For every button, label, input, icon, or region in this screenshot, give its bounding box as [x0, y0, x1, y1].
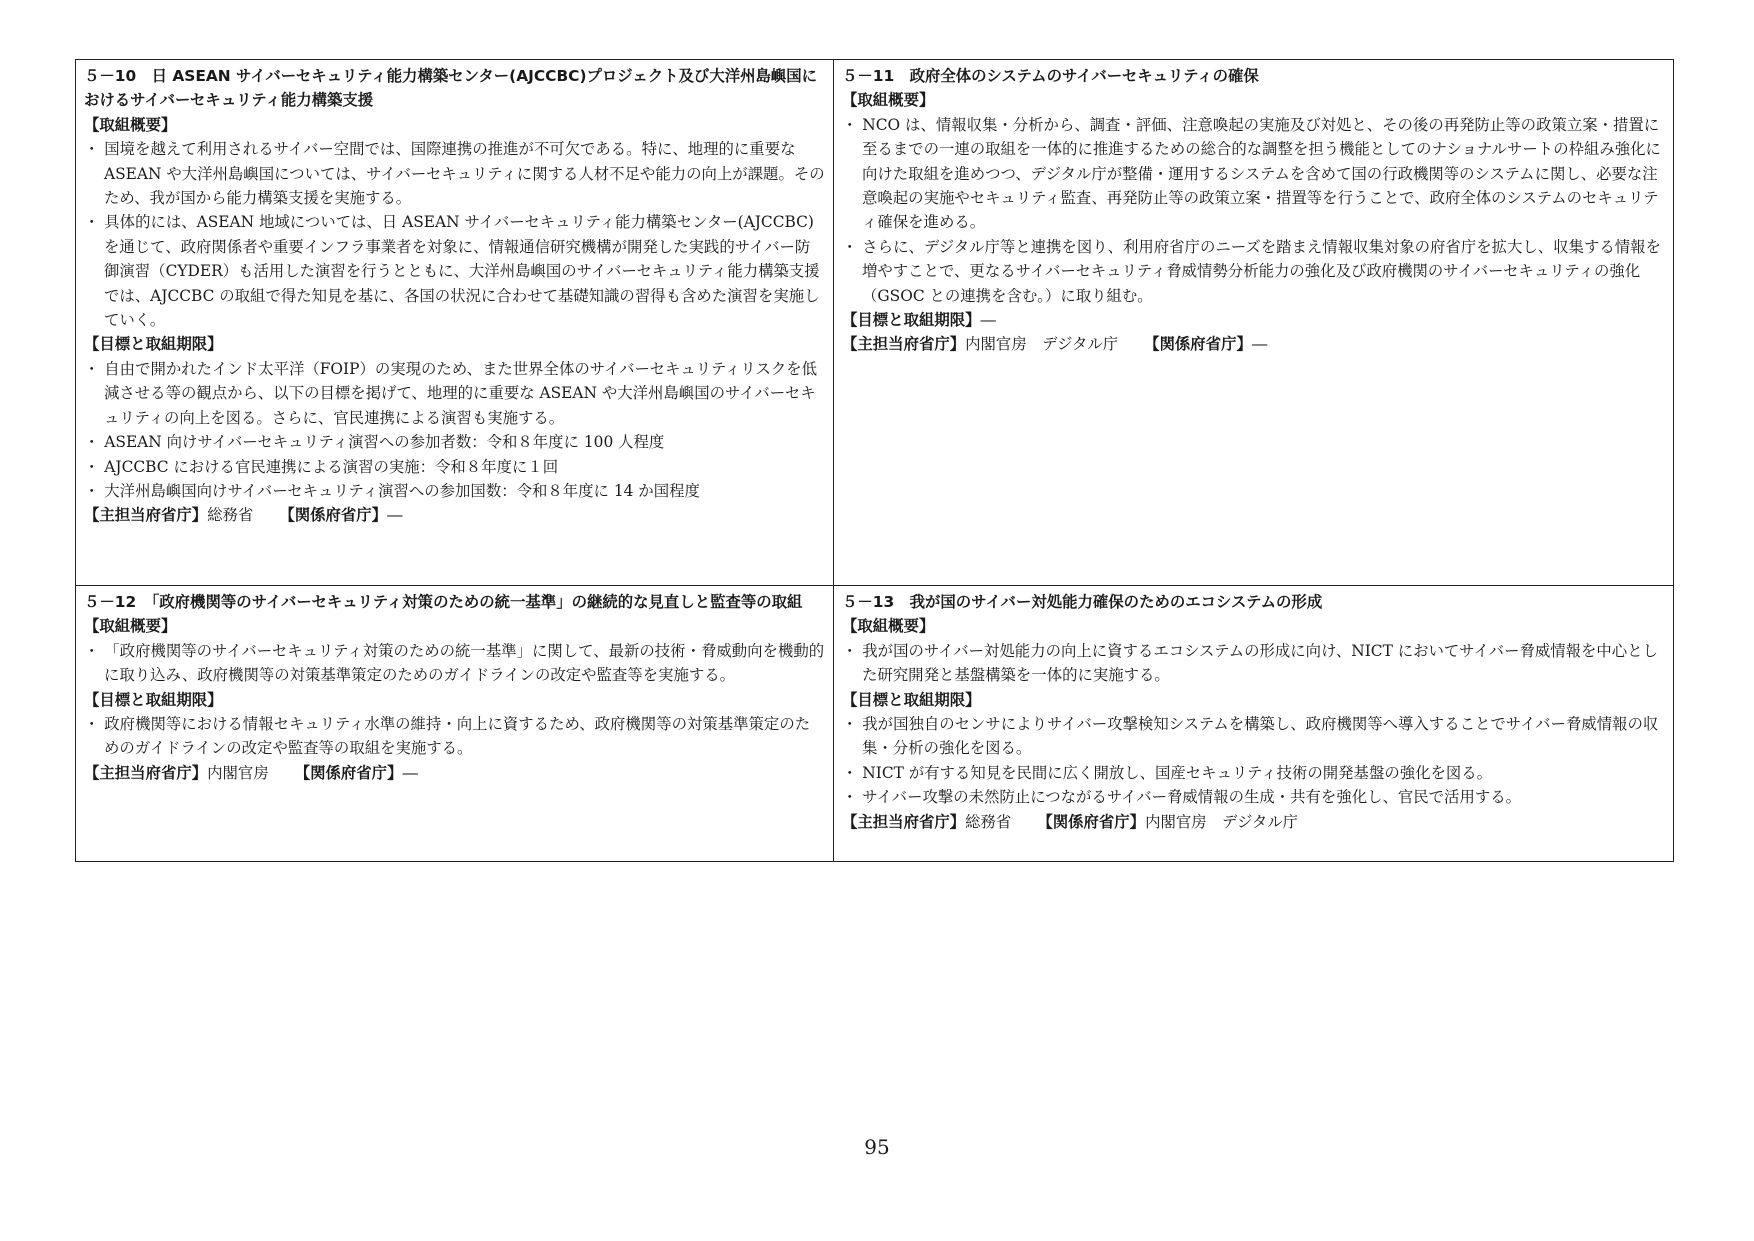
section-title: ５－10 日 ASEAN サイバーセキュリティ能力構築センター(AJCCBC)プロジェクト及び大洋州島嶼国におけるサイバーセキュリティ能力構築支援: [84, 67, 818, 110]
section-title: ５－12 「政府機関等のサイバーセキュリティ対策のための統一基準」の継続的な見直しと監査等の取組: [84, 593, 803, 611]
overview-heading: 【取組概要】: [84, 115, 177, 134]
section-5-10: [76, 60, 834, 586]
section-5-11: [834, 60, 1674, 586]
goals-heading: 【目標と取組期限】: [842, 311, 981, 330]
bullet-item: ・ 我が国のサイバー対処能力の向上に資するエコシステムの形成に向け、NICT においてサイバー脅威情報を中心とした研究開発と基盤構築を一体的に実施する。: [842, 641, 1658, 685]
lead-ministry: 内閣官房 デジタル庁: [965, 335, 1119, 354]
bullet-item: ・ NCO は、情報収集・分析から、調査・評価、注意喚起の実施及び対処と、その後の再発防止等の政策立案・措置に至るまでの一連の取組を一体的に推進するための総合的な調整を担う機能としてのナショナルサートの枠組み強化に向けた取組を進めつつ、デジタル庁が整備・運用するシステムを含めて国の行政機関等のシステムに関し、必要な注意喚起の実施やセキュリティ監査、再発防止等の政策立案・措置等を行うことで、政府全体のシステムのセキュリティ確保を進める。: [842, 115, 1661, 232]
bullet-item: ・ 国境を越えて利用されるサイバー空間では、国際連携の推進が不可欠である。特に、地理的に重要な ASEAN や大洋州島嶼国については、サイバーセキュリティに関する人材不足や能力の向上が課題。そのため、我が国から能力構築支援を実施する。: [84, 140, 825, 208]
section-5-13: [834, 586, 1674, 862]
page-number: 95: [864, 1135, 890, 1159]
bullet-item: ・ サイバー攻撃の未然防止につながるサイバー脅威情報の生成・共有を強化し、官民で活用する。: [842, 788, 1522, 807]
lead-ministry-label: 【主担当府省庁】: [842, 812, 966, 831]
ministries-line: [84, 761, 825, 785]
related-ministry-label: 【関係府省庁】: [1037, 812, 1146, 831]
lead-ministry: 総務省: [207, 506, 254, 525]
related-ministry: ―: [1251, 335, 1268, 354]
goals-line: [842, 308, 1665, 332]
ministries-line: [84, 503, 825, 527]
bullet-item: ・ AJCCBC における官民連携による演習の実施：令和８年度に１回: [84, 457, 559, 476]
bullet-item: ・ 自由で開かれたインド太平洋（FOIP）の実現のため、また世界全体のサイバーセキュリティリスクを低減させる等の観点から、以下の目標を掲げて、地理的に重要な ASEAN や大洋州島嶼国のサイバーセキュリティの向上を図る。さらに、官民連携による演習も実施する。: [84, 359, 818, 427]
related-ministry: 内閣官房 デジタル庁: [1145, 812, 1299, 831]
measures-table: [75, 59, 1674, 862]
section-title: ５－13 我が国のサイバー対処能力確保のためのエコシステムの形成: [842, 593, 1323, 611]
lead-ministry: 総務省: [965, 812, 1012, 831]
section-title: ５－11 政府全体のシステムのサイバーセキュリティの確保: [842, 67, 1259, 85]
bullet-item: ・ ASEAN 向けサイバーセキュリティ演習への参加者数：令和８年度に 100 人程度: [84, 433, 665, 452]
related-ministry: ―: [387, 506, 403, 525]
overview-heading: 【取組概要】: [84, 617, 177, 636]
bullet-item: ・ 政府機関等における情報セキュリティ水準の維持・向上に資するため、政府機関等の対策基準策定のためのガイドラインの改定や監査等の取組を実施する。: [84, 715, 811, 758]
section-5-12: [76, 586, 834, 862]
goals-heading: 【目標と取組期限】: [842, 690, 981, 709]
bullet-item: ・ NICT が有する知見を民間に広く開放し、国産セキュリティ技術の開発基盤の強化を図る。: [842, 763, 1493, 782]
overview-heading: 【取組概要】: [842, 617, 935, 636]
related-ministry-label: 【関係府省庁】: [294, 763, 403, 782]
goals-value: ―: [980, 311, 996, 330]
ministries-line: [842, 810, 1665, 834]
lead-ministry: 内閣官房: [207, 763, 269, 782]
bullet-item: ・ 我が国独自のセンサによりサイバー攻撃検知システムを構築し、政府機関等へ導入することでサイバー脅威情報の収集・分析の強化を図る。: [842, 715, 1659, 758]
bullet-item: ・ さらに、デジタル庁等と連携を図り、利用府省庁のニーズを踏まえ情報収集対象の府省庁を拡大し、収集する情報を増やすことで、更なるサイバーセキュリティ脅威情勢分析能力の強化及び政府機関のサイバーセキュリティの強化（GSOC との連携を含む。）に取り組む。: [842, 237, 1661, 305]
lead-ministry-label: 【主担当府省庁】: [84, 506, 208, 525]
related-ministry: ―: [402, 763, 418, 782]
overview-heading: 【取組概要】: [842, 91, 935, 110]
bullet-item: ・ 「政府機関等のサイバーセキュリティ対策のための統一基準」に関して、最新の技術・脅威動向を機動的に取り込み、政府機関等の対策基準策定のためのガイドラインの改定や監査等を実施する。: [84, 641, 825, 685]
bullet-item: ・ 具体的には、ASEAN 地域については、日 ASEAN サイバーセキュリティ能力構築センター(AJCCBC)を通じて、政府関係者や重要インフラ事業者を対象に、情報通信研究機構が開発した実践的サイバー防御演習（CYDER）も活用した演習を行うとともに、大洋州島嶼国のサイバーセキュリティ能力構築支援では、AJCCBC の取組で得た知見を基に、各国の状況に合わせて基礎知識の習得も含めた演習を実施していく。: [84, 213, 820, 330]
related-ministry-label: 【関係府省庁】: [1144, 335, 1252, 354]
lead-ministry-label: 【主担当府省庁】: [84, 763, 208, 782]
related-ministry-label: 【関係府省庁】: [279, 506, 388, 525]
goals-heading: 【目標と取組期限】: [84, 690, 223, 709]
ministries-line: [842, 332, 1665, 356]
lead-ministry-label: 【主担当府省庁】: [842, 335, 966, 354]
bullet-item: ・ 大洋州島嶼国向けサイバーセキュリティ演習への参加国数：令和８年度に 14 か国程度: [84, 481, 700, 500]
goals-heading: 【目標と取組期限】: [84, 335, 223, 354]
